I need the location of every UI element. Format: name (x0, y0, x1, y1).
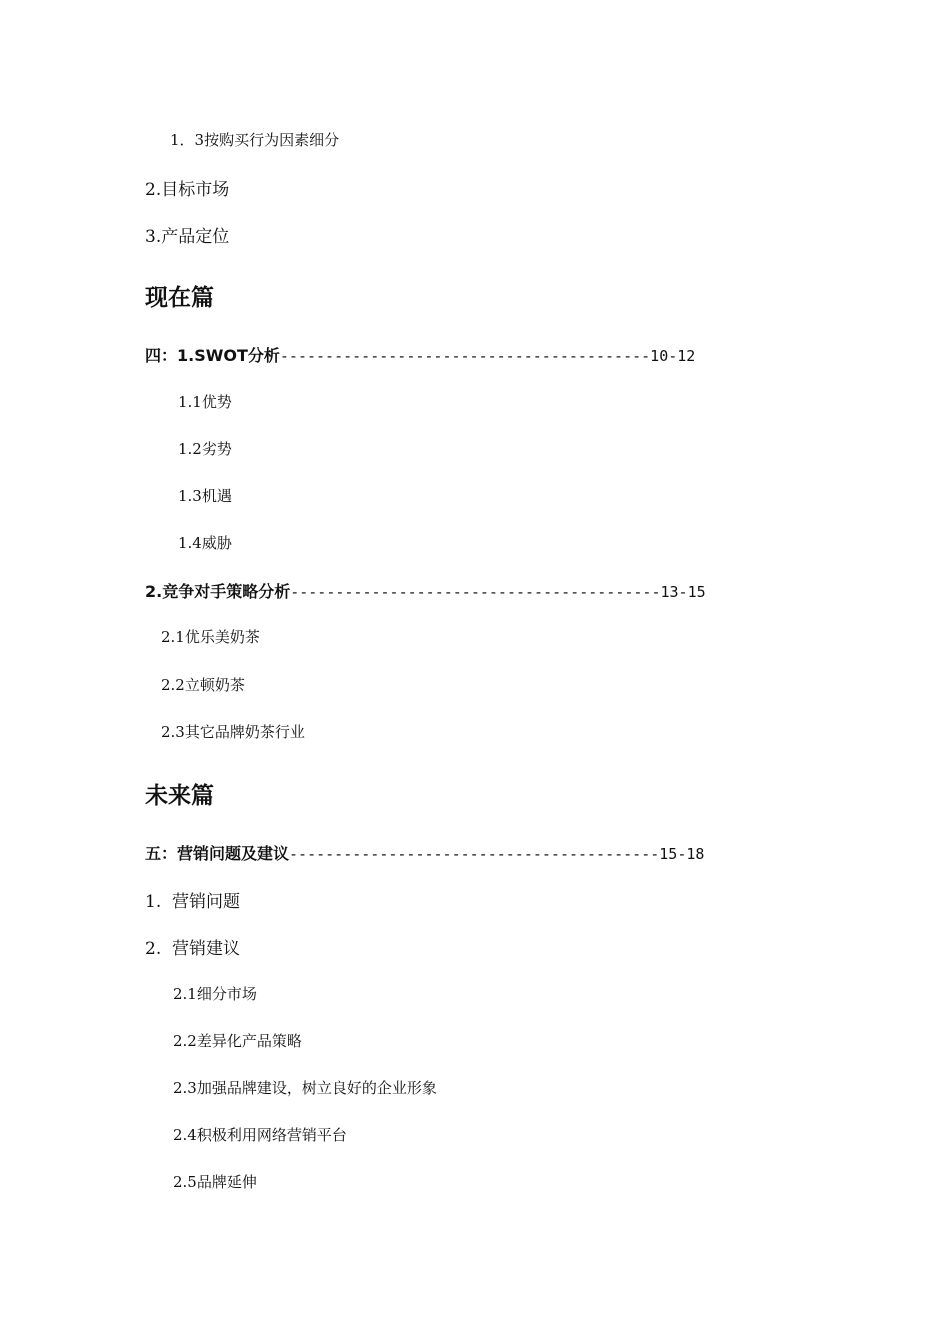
toc-subitem-differentiation: 2.2差异化产品策略 (173, 1032, 302, 1050)
toc-subitem-lipton: 2.2立顿奶茶 (161, 676, 245, 694)
toc-entry-marketing (145, 841, 704, 864)
toc-subitem-other-brands: 2.3其它品牌奶茶行业 (161, 723, 305, 741)
toc-entry-label: 五：营销问题及建议 (145, 844, 290, 863)
toc-entry-label: 四：1.SWOT分析 (145, 346, 280, 365)
toc-item-marketing-problems: 1. 营销问题 (145, 892, 241, 912)
section-heading-present: 现在篇 (145, 285, 214, 311)
section-heading-future: 未来篇 (145, 783, 214, 809)
toc-page-range: 13-15 (660, 583, 706, 601)
toc-entry-competitor-analysis (145, 579, 706, 602)
toc-subitem-market-segmentation: 2.1细分市场 (173, 985, 257, 1003)
toc-subitem-weaknesses: 1.2劣势 (178, 440, 232, 458)
toc-entry-swot (145, 343, 695, 366)
toc-leader: ----------------------------------------- (279, 347, 651, 365)
toc-entry-label: 2.竞争对手策略分析 (145, 582, 291, 601)
toc-leader: ----------------------------------------- (289, 845, 660, 863)
toc-subitem-youlemei: 2.1优乐美奶茶 (161, 628, 260, 646)
toc-item-target-market: 2.目标市场 (145, 180, 230, 200)
toc-subitem-brand-extension: 2.5品牌延伸 (173, 1173, 257, 1191)
toc-subitem-brand-building: 2.3加强品牌建设，树立良好的企业形象 (173, 1079, 437, 1097)
toc-subitem-1-3: 1．3按购买行为因素细分 (170, 131, 340, 149)
toc-item-product-positioning: 3.产品定位 (145, 227, 230, 247)
toc-item-marketing-suggestions: 2. 营销建议 (145, 939, 241, 959)
toc-page-range: 10-12 (650, 347, 696, 365)
toc-page-range: 15-18 (659, 845, 705, 863)
toc-leader: ----------------------------------------- (290, 583, 661, 601)
toc-subitem-threats: 1.4威胁 (178, 534, 232, 552)
toc-subitem-online-marketing: 2.4积极利用网络营销平台 (173, 1126, 347, 1144)
toc-subitem-opportunities: 1.3机遇 (178, 487, 232, 505)
toc-subitem-strengths: 1.1优势 (178, 393, 232, 411)
